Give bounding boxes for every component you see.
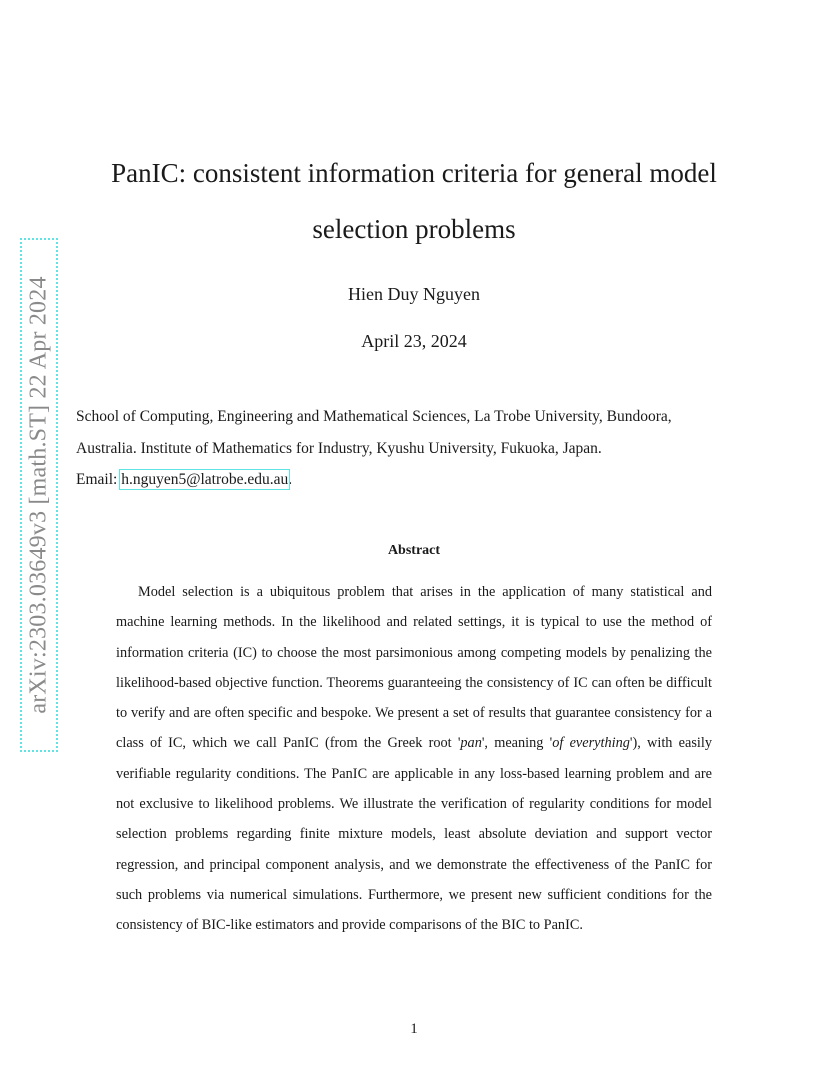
arxiv-identifier-stamp[interactable] bbox=[22, 240, 56, 750]
affiliation-line-1: School of Computing, Engineering and Mathematical Sciences, La Trobe University, Bundoora, bbox=[76, 408, 672, 425]
paper-title-line-1: PanIC: consistent information criteria for general model bbox=[111, 158, 717, 188]
abstract-text-part-3: '), with easily verifiable regularity conditions. The PanIC are applicable in any loss-based learning problem and are not exclusive to likelihood problems. We illustrate the verification of regularity conditions for model selection problems regarding finite mixture models, least absolute deviation and support vector regression, and principal component analysis, and we demonstrate the effectiveness of the PanIC for such problems via numerical simulations. Furthermore, we present new sufficient conditions for the consistency of BIC-like estimators and provide comparisons of the BIC to PanIC. bbox=[116, 735, 712, 934]
affiliation-block bbox=[76, 401, 756, 496]
abstract-heading: Abstract bbox=[387, 543, 441, 558]
abstract-pan-italic: pan bbox=[460, 735, 482, 752]
email-suffix: . bbox=[288, 471, 293, 488]
paper-title-line-2: selection problems bbox=[312, 214, 516, 244]
author-name: Hien Duy Nguyen bbox=[348, 284, 480, 304]
abstract-text bbox=[116, 577, 712, 941]
paper-title bbox=[0, 145, 828, 257]
abstract-text-part-1: Model selection is a ubiquitous problem that arises in the application of many statistical and machine learning methods. In the likelihood and related settings, it is typical to use the method of information criteria (IC) to choose the most parsimonious among competing models by penalizing the likelihood-based objective function. Theorems guaranteeing the consistency of IC can often be difficult to verify and are often specific and bespoke. We present a set of results that guarantee consistency for a class of IC, which we call PanIC (from the Greek root ' bbox=[116, 584, 712, 752]
affiliation-line-2: Australia. Institute of Mathematics for Industry, Kyushu University, Fukuoka, Japan. bbox=[76, 439, 602, 457]
page-number: 1 bbox=[410, 1021, 418, 1037]
abstract-everything-italic: of everything bbox=[552, 735, 630, 752]
email-prefix: Email: bbox=[76, 471, 122, 488]
email-link[interactable]: h.nguyen5@latrobe.edu.au bbox=[121, 471, 289, 488]
email-line bbox=[76, 464, 756, 496]
arxiv-identifier-text: arXiv:2303.03649v3 [math.ST] 22 Apr 2024 bbox=[25, 276, 52, 714]
abstract-text-part-2: ', meaning ' bbox=[481, 735, 553, 752]
publication-date: April 23, 2024 bbox=[361, 331, 467, 351]
